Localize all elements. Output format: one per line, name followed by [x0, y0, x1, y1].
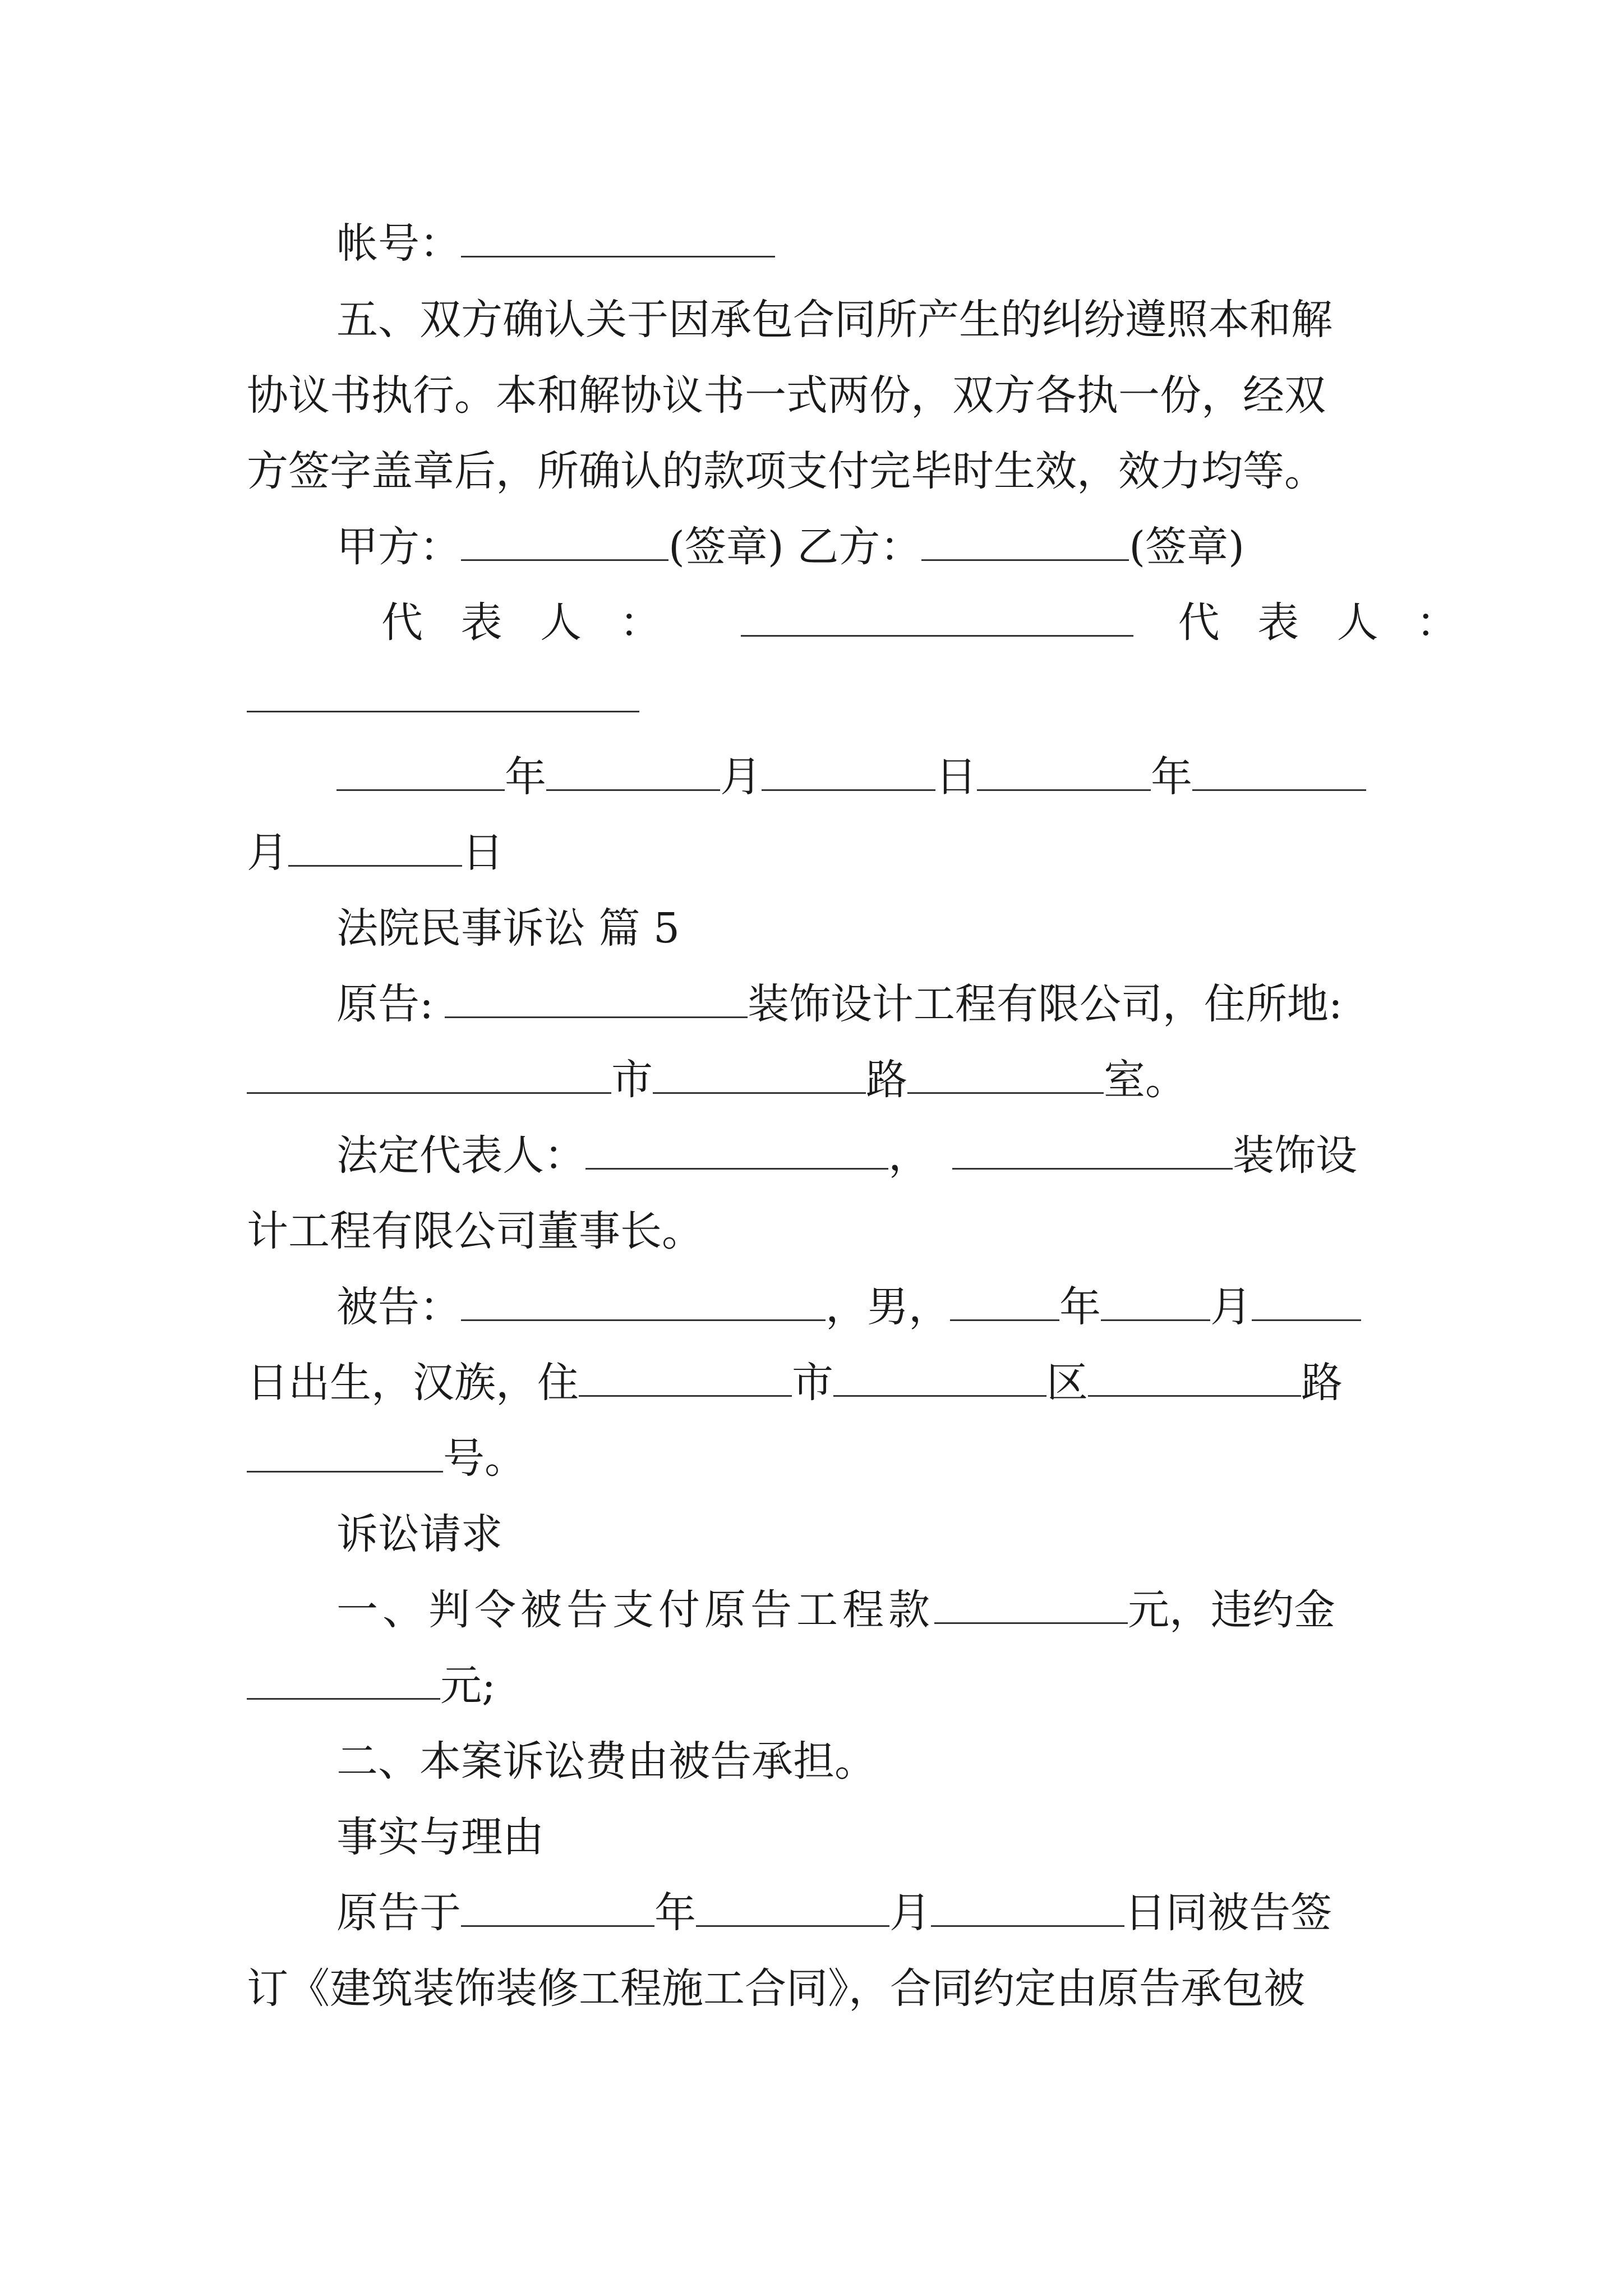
city-blank	[247, 1048, 611, 1094]
plaintiff-address-line	[247, 1046, 1187, 1114]
company-fragment: 装饰设	[1233, 1131, 1357, 1180]
date-blank	[1101, 1276, 1210, 1321]
date-blank	[931, 1881, 1124, 1927]
seal-label: (签章)	[1129, 523, 1245, 571]
day-label: 日	[462, 829, 504, 877]
legal-rep-label: 法定代表人：	[336, 1131, 585, 1180]
clause-five-line-1	[336, 286, 1332, 353]
defendant-address-line	[247, 1349, 1343, 1416]
date-blank	[696, 1881, 889, 1927]
party-b-blank	[921, 516, 1129, 561]
year-label: 年	[654, 1889, 696, 1937]
date-blank	[762, 746, 935, 791]
section-heading	[336, 895, 680, 962]
clause-five-text-2: 协议书执行。本和解协议书一式两份，双方各执一份，经双	[247, 371, 1326, 420]
representative-line	[381, 589, 1470, 656]
clause-five-text-1: 五、双方确认关于因承包合同所产生的纠纷遵照本和解	[336, 296, 1332, 344]
defendant-blank	[461, 1276, 826, 1321]
facts-text-1: 原告于	[336, 1889, 461, 1937]
facts-line-1	[336, 1879, 1332, 1947]
representative-a-label: 代 表 人 ：	[381, 599, 674, 647]
plaintiff-company: 装饰设计工程有限公司，住所地:	[747, 980, 1343, 1028]
comma: ，	[888, 1131, 930, 1180]
claim-two-text: 二、本案诉讼费由被告承担。	[336, 1737, 876, 1786]
facts-title: 事实与理由	[336, 1813, 544, 1861]
number-label: 号。	[443, 1434, 526, 1483]
month-label: 月	[720, 753, 762, 801]
city-label: 市	[611, 1056, 653, 1104]
room-label: 室。	[1104, 1056, 1187, 1104]
road-blank	[1088, 1351, 1301, 1397]
clause-five-text-3: 方签字盖章后，所确认的款项支付完毕时生效，效力均等。	[247, 447, 1326, 495]
representative-a-blank	[741, 591, 1133, 637]
claim-one-line	[336, 1576, 1335, 1644]
facts-heading	[336, 1803, 544, 1871]
month-label: 月	[247, 829, 288, 877]
date-line-2	[247, 819, 504, 886]
city-blank	[579, 1351, 792, 1397]
legal-rep-line	[336, 1122, 1357, 1189]
defendant-number-line	[247, 1425, 526, 1492]
road-label: 路	[866, 1056, 907, 1104]
day-label: 日	[935, 753, 977, 801]
year-label: 年	[1151, 753, 1192, 801]
month-label: 月	[1210, 1283, 1252, 1331]
section-title: 法院民事诉讼 篇 5	[336, 904, 680, 953]
date-blank	[950, 1276, 1059, 1321]
party-b-label: (签章) 乙方：	[668, 523, 922, 571]
claim-two-line	[336, 1728, 876, 1795]
facts-text-3: 订《建筑装饰装修工程施工合同》，合同约定由原告承包被	[247, 1964, 1305, 2013]
month-label: 月	[889, 1889, 931, 1937]
clause-five-line-2	[247, 362, 1326, 429]
company-blank	[952, 1124, 1233, 1170]
defendant-label: 被告：	[336, 1283, 461, 1331]
legal-rep-title: 计工程有限公司董事长。	[247, 1207, 703, 1255]
claim-one-text: 一、判令被告支付原告工程款	[336, 1586, 934, 1634]
date-blank	[461, 1881, 654, 1927]
defendant-line	[336, 1273, 1361, 1341]
penalty-blank	[247, 1654, 440, 1700]
yuan-label: 元;	[440, 1662, 496, 1710]
claim-one-line-2	[247, 1652, 496, 1719]
account-label: 帐号：	[336, 219, 461, 268]
facts-text-2: 日同被告签	[1124, 1889, 1332, 1937]
date-blank	[1192, 746, 1366, 791]
date-blank	[1252, 1276, 1361, 1321]
representative-b-blank-line	[247, 665, 639, 732]
account-blank	[461, 212, 775, 257]
representative-b-blank	[247, 667, 639, 712]
birth-address-text: 日出生，汉族，住	[247, 1359, 579, 1407]
gender-text: ，男，	[826, 1283, 950, 1331]
claims-title: 诉讼请求	[336, 1510, 502, 1558]
plaintiff-line	[336, 970, 1343, 1038]
legal-rep-line-2	[247, 1198, 703, 1265]
city-label: 市	[792, 1359, 833, 1407]
number-blank	[247, 1427, 443, 1473]
party-a-label: 甲方：	[336, 523, 461, 571]
district-blank	[833, 1351, 1046, 1397]
date-blank	[546, 746, 720, 791]
date-line-1	[336, 743, 1366, 811]
road-label: 路	[1301, 1359, 1343, 1407]
representative-b-label: 代 表 人 ：	[1178, 599, 1470, 647]
date-blank	[336, 746, 505, 791]
plaintiff-label: 原告:	[336, 980, 434, 1028]
plaintiff-blank	[445, 973, 748, 1018]
year-label: 年	[1059, 1283, 1101, 1331]
year-label: 年	[505, 753, 546, 801]
road-blank	[653, 1048, 866, 1094]
party-signature-line	[336, 513, 1244, 581]
date-blank	[288, 821, 462, 867]
party-a-blank	[461, 516, 668, 561]
legal-rep-blank	[585, 1124, 888, 1170]
date-blank	[977, 746, 1151, 791]
district-label: 区	[1046, 1359, 1088, 1407]
room-blank	[907, 1048, 1104, 1094]
clause-five-line-3	[247, 438, 1326, 505]
claims-heading	[336, 1501, 502, 1568]
amount-blank	[934, 1579, 1128, 1624]
penalty-text: 元，违约金	[1128, 1586, 1335, 1634]
facts-line-2	[247, 1955, 1305, 2022]
account-line	[336, 210, 775, 277]
